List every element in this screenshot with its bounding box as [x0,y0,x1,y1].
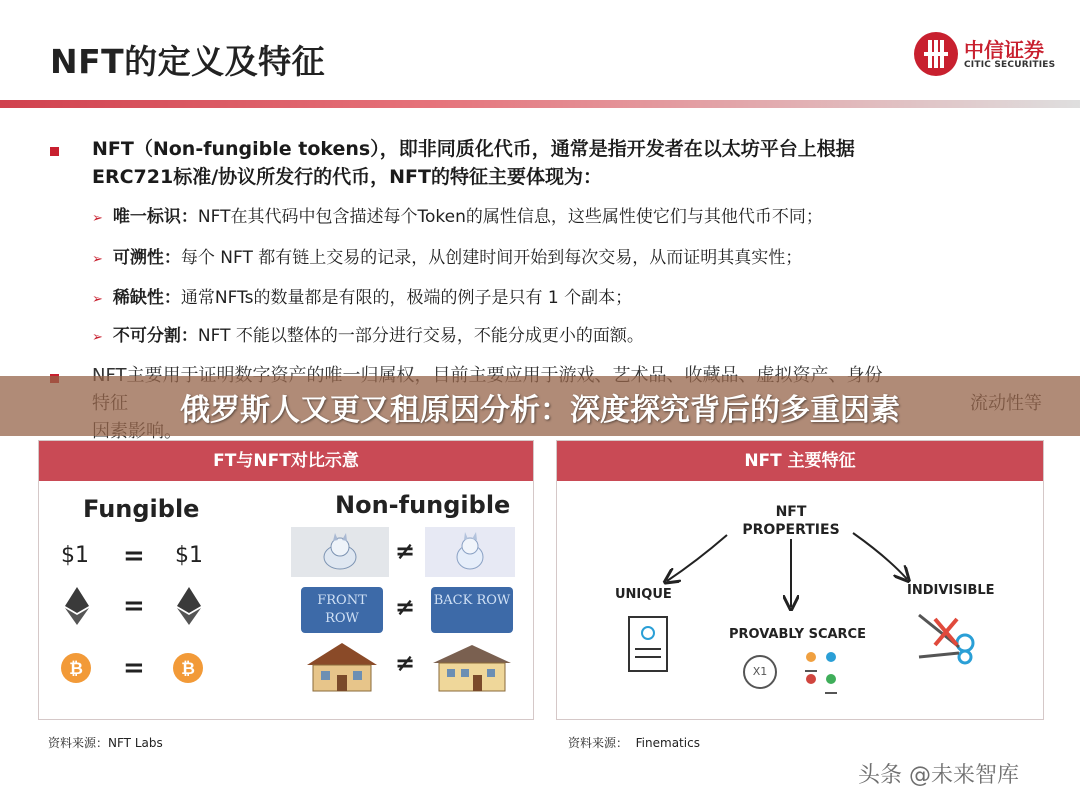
sub-text: 每个 NFT 都有链上交易的记录，从创建时间开始到每次交易，从而证明其真实性； [180,248,803,268]
source-name: Finematics [635,736,700,750]
ethereum-icon [177,587,201,629]
ticket-icon [301,587,383,633]
sub-bullet-indivisible [92,324,644,350]
not-equals-sign: ≠ [395,649,416,677]
bitcoin-icon [61,653,91,687]
dollar-left: $1 [61,543,89,568]
sub-bullet-unique [92,205,823,231]
ticket-icon [431,587,513,633]
equals-sign: = [123,653,145,683]
title-divider [0,100,1080,108]
svg-text:₿: ₿ [181,659,195,679]
sub-bullet-traceable [92,246,802,272]
bitcoin-icon [173,653,203,687]
sub-text: NFT在其代码中包含描述每个Token的属性信息，这些属性使它们与其他代币不同； [197,207,823,227]
sub-term: 唯一标识： [112,207,198,227]
source-left: 资料来源：NFT Labs [48,736,163,750]
chevron-right-icon: ➢ [92,211,103,226]
panel-header: NFT 主要特征 [557,441,1043,481]
scissors-icon [913,605,983,669]
slide-title: NFT的定义及特征 [50,42,326,81]
sub-text: NFT 不能以整体的一部分进行交易，不能分成更小的面额。 [197,326,644,346]
sub-bullet-scarcity [92,286,632,312]
center-label-text: NFT PROPERTIES [742,504,840,538]
panel-header: FT与NFT对比示意 [39,441,533,481]
dollar-right: $1 [175,543,203,568]
ticket-front-label: FRONT ROW [317,593,367,626]
ft-vs-nft-panel [38,440,534,720]
not-equals-sign: ≠ [395,537,416,565]
bullet-square [50,147,59,156]
provably-scarce-label: PROVABLY SCARCE [729,627,866,642]
bullet-main-1-line-1: NFT（Non-fungible tokens），即非同质化代币，通常是指开发者在以太坊平台上根据 [92,138,855,160]
bullet-main-1-line-2: ERC721标准/协议所发行的代币，NFT的特征主要体现为： [92,166,602,188]
equals-sign: = [123,541,145,571]
chevron-right-icon: ➢ [92,330,103,345]
house-icon [301,641,383,697]
sub-term: 可溯性： [112,248,181,268]
ticket-back-label: BACK ROW [433,593,511,608]
house-icon [429,641,515,697]
unique-label: UNIQUE [615,587,672,602]
logo-name-en: CITIC SECURITIES [964,60,1056,70]
people-icon [797,647,845,703]
source-right [568,734,700,751]
sub-term: 稀缺性： [112,288,181,308]
x1-badge-icon [743,655,777,689]
svg-text:₿: ₿ [69,659,83,679]
sub-term: 不可分割： [112,326,198,346]
equals-sign: = [123,591,145,621]
ethereum-icon [65,587,89,629]
cat-nft-icon [425,527,515,577]
document-icon [627,615,669,677]
citic-logo-icon [914,32,958,76]
nonfungible-label: Non-fungible [335,491,511,519]
overlay-title: 俄罗斯人又更又租原因分析：深度探究背后的多重因素 [180,393,900,428]
logo-name-cn: 中信证券 [964,38,1044,62]
chevron-right-icon: ➢ [92,292,103,307]
cat-nft-icon [291,527,389,577]
nft-features-panel [556,440,1044,720]
indivisible-label: INDIVISIBLE [907,583,995,598]
source-prefix: 资料来源： [568,736,629,750]
sub-text: 通常NFTs的数量都是有限的，极端的例子是只有 1 个副本； [180,288,633,308]
not-equals-sign: ≠ [395,593,416,621]
chevron-right-icon: ➢ [92,252,103,267]
company-logo [914,30,1064,80]
x1-text: X1 [752,665,768,678]
fungible-label: Fungible [83,495,200,523]
watermark: 头条 @未来智库 [858,763,1019,788]
